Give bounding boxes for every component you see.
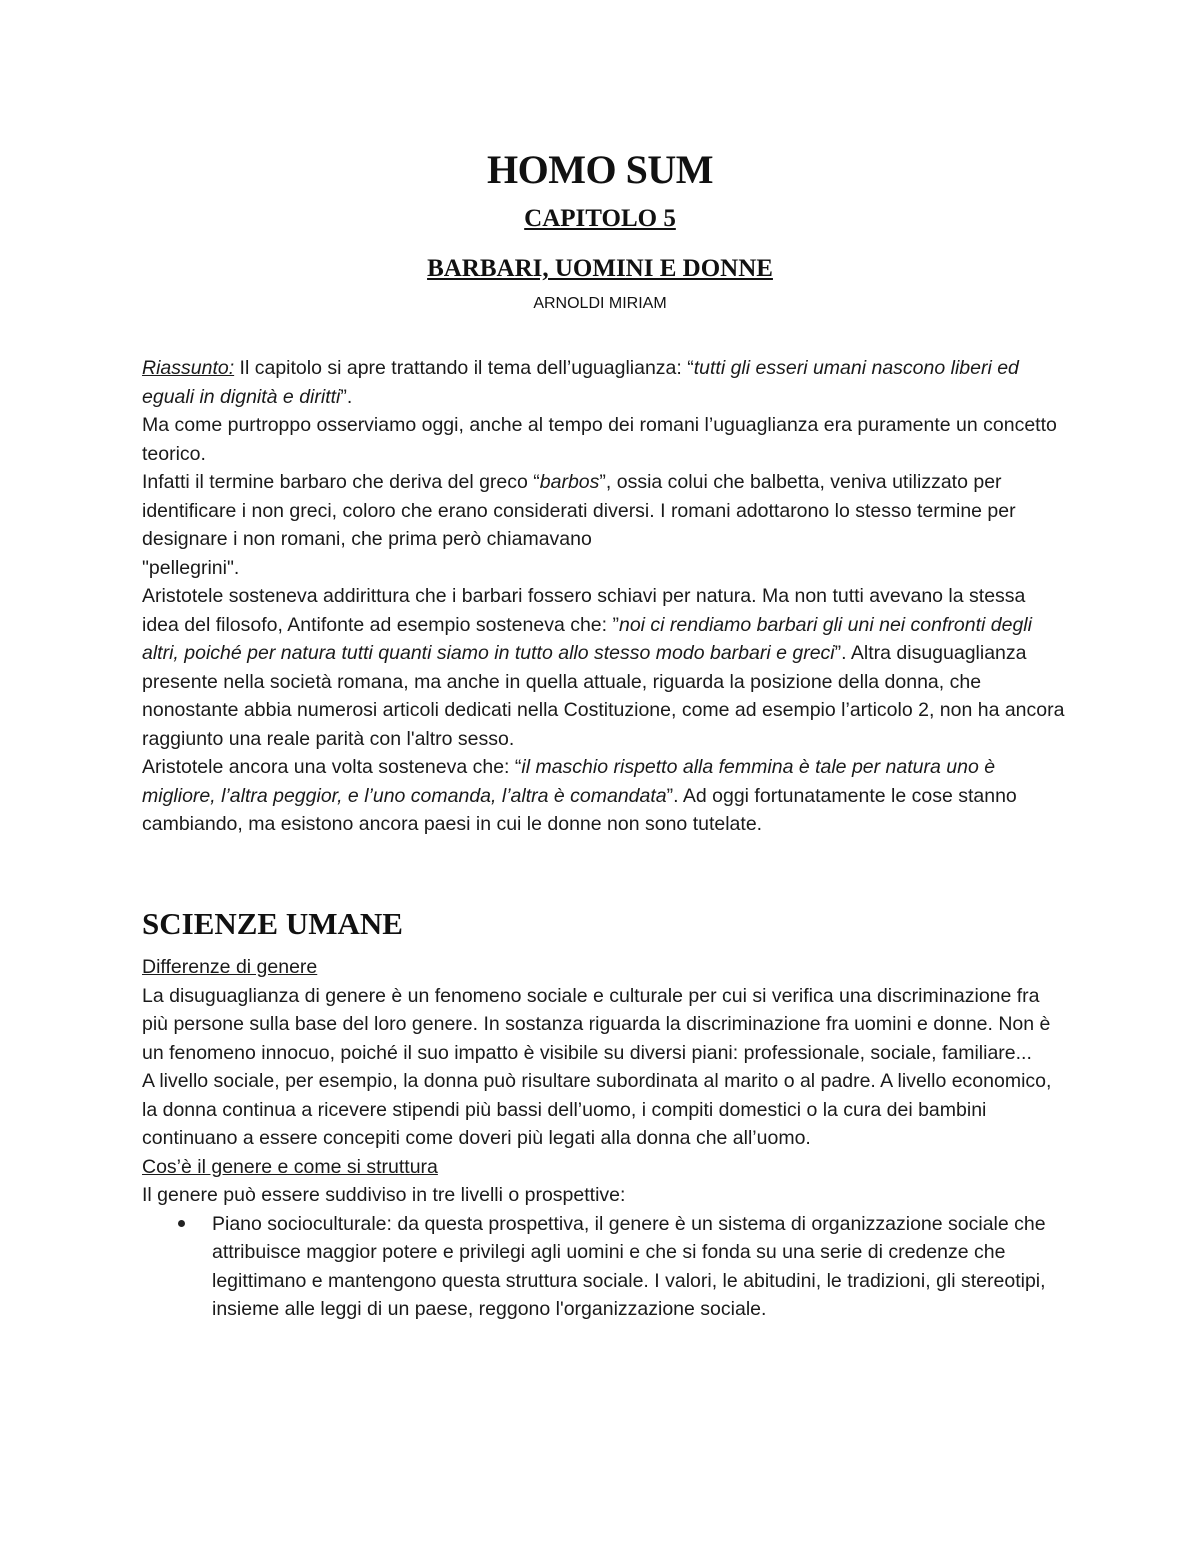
summary-text: ”. [340,385,353,408]
list-item [142,1210,1067,1324]
chapter-title: BARBARI, UOMINI E DONNE [427,255,773,282]
summary-paragraph [142,753,1067,839]
body-paragraph: Il genere può essere suddiviso in tre livelli o prospettive: [142,1184,626,1206]
summary-paragraph [142,582,1067,753]
summary-text: ”, ossia colui che balbetta, veniva utilizzato per identificare i non greci, coloro che erano considerati diversi. I romani adottarono lo stesso termine per designare i non romani, che prima però chiamavano [142,471,1016,550]
body-paragraph: La disuguaglianza di genere è un fenomeno sociale e culturale per cui si verifica una discriminazione fra più persone sulla base del loro genere. In sostanza riguarda la discriminazione fra uomini e donne. Non è un fenomeno innocuo, poiché il suo impatto è visibile su diversi piani: professionale, sociale, familiare... [142,984,1051,1064]
scienze-section [142,953,1067,1324]
summary-text: Il capitolo si apre trattando il tema dell’uguaglianza: “ [234,357,694,379]
summary-text: Infatti il termine barbaro che deriva del greco “ [142,471,540,493]
author-name: ARNOLDI MIRIAM [533,295,667,312]
list-item-text: Piano socioculturale: da questa prospettiva, il genere è un sistema di organizzazione sociale che attribuisce maggior potere e privilegi agli uomini e che si fonda su una serie di credenze che legittimano e mantengono questa struttura sociale. I valori, le abitudini, le tradizioni, gli stereotipi, insieme alle leggi di un paese, reggono l'organizzazione sociale. [212,1212,1046,1320]
bullet-list [142,1210,1067,1324]
summary-label: Riassunto: [142,357,235,379]
chapter-number: CAPITOLO 5 [524,205,676,232]
summary-text: ”. Altra disuguaglianza presente nella società romana, ma anche in quella attuale, riguarda la posizione della donna, che nonostante abbia numerosi articoli dedicati nella Costituzione, come ad esempio l’articolo 2, non ha ancora raggiunto una reale parità con l'altro sesso. [142,642,1065,750]
quote-text: tutti gli esseri umani nascono liberi ed eguali in dignità e diritti [142,357,1019,408]
summary-paragraph: "pellegrini". [142,556,240,579]
summary-text: Aristotele sosteneva addirittura che i barbari fossero schiavi per natura. Ma non tutti avevano la stessa idea del filosofo, Antifonte ad esempio sosteneva che: ” [142,585,1026,636]
subheading: Differenze di genere [142,956,318,978]
section-heading: SCIENZE UMANE [142,906,403,941]
quote-text: il maschio rispetto alla femmina è tale per natura uno è migliore, l’altra peggior, e l’uno comanda, l’altra è comandata [142,756,996,807]
summary-paragraph [142,468,1067,554]
body-paragraph: A livello sociale, per esempio, la donna può risultare subordinata al marito o al padre. A livello economico, la donna continua a ricevere stipendi più bassi dell’uomo, i compiti domestici o la cura dei bambini continuano a essere concepiti come doveri più legati alla donna che all’uomo. [142,1070,1052,1149]
subheading: Cos’è il genere e come si struttura [142,1155,438,1178]
summary-text: ”. Ad oggi fortunatamente le cose stanno cambiando, ma esistono ancora paesi in cui le donne non sono tutelate. [142,784,1017,835]
summary-paragraph [142,354,1067,411]
document-title: HOMO SUM [487,147,713,192]
quote-text: noi ci rendiamo barbari gli uni nei confronti degli altri, poiché per natura tutti quanti siamo in tutto allo stesso modo barbari e greci [142,613,1032,664]
summary-paragraph: Ma come purtroppo osserviamo oggi, anche al tempo dei romani l’uguaglianza era puramente un concetto teorico. [142,414,1057,465]
bullet-icon [178,1220,185,1227]
quote-text: barbos [539,471,600,493]
summary-section [142,354,1067,839]
summary-text: Aristotele ancora una volta sosteneva che: “ [142,756,522,778]
